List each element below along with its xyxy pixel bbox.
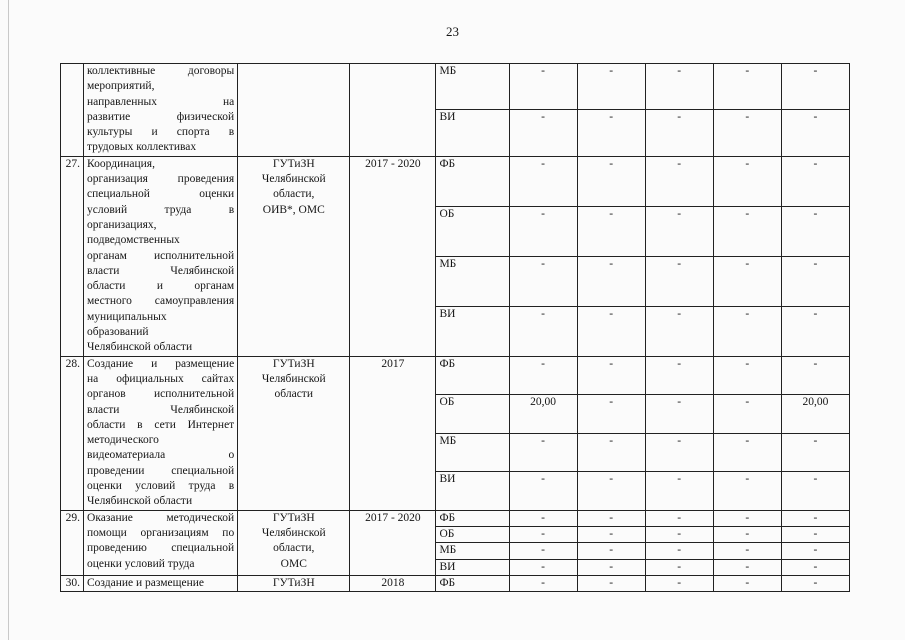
executor-line: области	[274, 388, 313, 401]
funding-value: -	[509, 356, 577, 394]
funding-source: ВИ	[436, 559, 509, 575]
description-line: направленных на	[87, 95, 235, 108]
activity-description	[84, 510, 238, 575]
page-number: 23	[446, 24, 459, 39]
funding-value: -	[509, 526, 577, 542]
funding-value: -	[645, 575, 713, 591]
funding-value: -	[645, 472, 713, 511]
description-line: культуры и спорта в	[87, 126, 235, 139]
funding-value: -	[713, 206, 781, 256]
funding-source: ОБ	[436, 395, 509, 433]
funding-value: -	[713, 510, 781, 526]
funding-source: МБ	[436, 543, 509, 559]
responsible-executor	[238, 64, 350, 157]
funding-value: -	[645, 433, 713, 471]
funding-value: -	[509, 433, 577, 471]
implementation-period: 2017	[350, 356, 436, 510]
description-line: органам исполнительной	[87, 249, 235, 262]
description-line: власти Челябинской	[87, 403, 235, 416]
row-number: 30.	[61, 575, 84, 591]
funding-value: -	[645, 206, 713, 256]
funding-value: -	[713, 575, 781, 591]
funding-value: -	[713, 559, 781, 575]
funding-value: -	[509, 510, 577, 526]
funding-value: -	[577, 64, 645, 110]
funding-value: -	[577, 156, 645, 206]
funding-value: -	[577, 543, 645, 559]
funding-source: ФБ	[436, 356, 509, 394]
executor-line: ГУТиЗН	[272, 357, 315, 370]
implementation-period	[350, 64, 436, 157]
funding-value: 20,00	[509, 395, 577, 433]
funding-value: -	[645, 256, 713, 306]
row-number	[61, 64, 84, 157]
executor-line: ОИВ*, ОМС	[262, 203, 325, 216]
description-line: мероприятий,	[87, 80, 155, 93]
description-line: организация проведения	[87, 173, 235, 186]
description-line: Челябинской области	[87, 341, 193, 354]
funding-value: -	[509, 110, 577, 156]
funding-value: -	[781, 543, 849, 559]
funding-value: -	[713, 256, 781, 306]
executor-line: ГУТиЗН	[272, 157, 315, 170]
funding-value: -	[645, 543, 713, 559]
funding-value: -	[577, 510, 645, 526]
funding-value: -	[713, 64, 781, 110]
funding-value: -	[577, 356, 645, 394]
description-line: методического	[87, 434, 159, 447]
responsible-executor	[238, 156, 350, 356]
description-line: проведению специальной	[87, 542, 235, 555]
funding-value: -	[645, 559, 713, 575]
funding-value: -	[781, 156, 849, 206]
description-line: Челябинской области	[87, 495, 193, 508]
funding-value: -	[577, 526, 645, 542]
funding-value: -	[781, 510, 849, 526]
executor-line: Челябинской	[261, 372, 326, 385]
table-row	[61, 356, 850, 394]
funding-value: -	[713, 356, 781, 394]
funding-value: -	[713, 543, 781, 559]
description-line: Создание и размещение	[87, 357, 235, 370]
description-line: видеоматериала о	[87, 449, 235, 462]
activity-description	[84, 64, 238, 157]
funding-value: -	[577, 206, 645, 256]
funding-value: -	[509, 306, 577, 356]
funding-value: -	[509, 256, 577, 306]
funding-value: -	[713, 110, 781, 156]
scan-left-edge	[8, 0, 9, 640]
funding-value: -	[781, 472, 849, 511]
description-line: Координация,	[87, 157, 155, 170]
funding-value: -	[781, 110, 849, 156]
funding-value: -	[577, 256, 645, 306]
funding-value: -	[645, 306, 713, 356]
executor-line: области,	[273, 188, 315, 201]
funding-value: -	[577, 110, 645, 156]
funding-value: -	[577, 575, 645, 591]
funding-value: -	[713, 306, 781, 356]
table-row	[61, 575, 850, 591]
implementation-period: 2017 - 2020	[350, 510, 436, 575]
funding-value: -	[645, 64, 713, 110]
description-line: условий труда в	[87, 203, 235, 216]
description-line: области в сети Интернет	[87, 418, 235, 431]
funding-value: -	[781, 559, 849, 575]
funding-value: -	[509, 575, 577, 591]
funding-value: -	[713, 433, 781, 471]
description-line: специальной оценки	[87, 188, 235, 201]
funding-source: ФБ	[436, 575, 509, 591]
description-line: помощи организациям по	[87, 526, 235, 539]
description-line: подведомственных	[87, 234, 180, 247]
executor-line: ОМС	[280, 557, 307, 570]
responsible-executor	[238, 356, 350, 510]
table-row	[61, 64, 850, 110]
row-number: 27.	[61, 156, 84, 356]
description-line: местного самоуправления	[87, 295, 235, 308]
responsible-executor	[238, 510, 350, 575]
funding-value: -	[713, 526, 781, 542]
description-line: оценки условий труда в	[87, 480, 235, 493]
description-line: власти Челябинской	[87, 264, 235, 277]
funding-value: -	[577, 472, 645, 511]
implementation-period: 2018	[350, 575, 436, 591]
table-row	[61, 510, 850, 526]
executor-line: ГУТиЗН	[272, 576, 315, 589]
activity-description	[84, 575, 238, 591]
responsible-executor	[238, 575, 350, 591]
funding-value: -	[645, 510, 713, 526]
description-line: на официальных сайтах	[87, 372, 235, 385]
description-line: Создание и размещение	[87, 576, 205, 589]
funding-value: -	[645, 395, 713, 433]
activity-description	[84, 356, 238, 510]
funding-value: -	[509, 64, 577, 110]
description-line: проведении специальной	[87, 464, 235, 477]
funding-value: -	[645, 526, 713, 542]
row-number: 29.	[61, 510, 84, 575]
funding-value: -	[781, 433, 849, 471]
funding-value: -	[509, 156, 577, 206]
funding-value: -	[577, 306, 645, 356]
funding-source: ФБ	[436, 510, 509, 526]
funding-value: -	[713, 156, 781, 206]
funding-value: -	[509, 472, 577, 511]
executor-line: Челябинской	[261, 173, 326, 186]
description-line: органов исполнительной	[87, 388, 235, 401]
executor-line: ГУТиЗН	[272, 511, 315, 524]
activity-description	[84, 156, 238, 356]
funding-value: -	[509, 206, 577, 256]
funding-source: ОБ	[436, 206, 509, 256]
funding-value: -	[781, 575, 849, 591]
funding-source: ВИ	[436, 306, 509, 356]
funding-value: -	[645, 156, 713, 206]
funding-value: -	[713, 472, 781, 511]
description-line: области и органам	[87, 280, 235, 293]
implementation-period: 2017 - 2020	[350, 156, 436, 356]
funding-source: ВИ	[436, 472, 509, 511]
funding-value: -	[645, 110, 713, 156]
description-line: оценки условий труда	[87, 557, 195, 570]
funding-value: -	[577, 559, 645, 575]
funding-value: -	[509, 559, 577, 575]
funding-source: МБ	[436, 64, 509, 110]
funding-source: МБ	[436, 256, 509, 306]
funding-source: ФБ	[436, 156, 509, 206]
description-line: развитие физической	[87, 110, 235, 123]
funding-value: -	[781, 256, 849, 306]
funding-value: -	[781, 206, 849, 256]
row-number: 28.	[61, 356, 84, 510]
funding-value: -	[577, 395, 645, 433]
funding-value: -	[577, 433, 645, 471]
funding-value: 20,00	[781, 395, 849, 433]
funding-value: -	[781, 306, 849, 356]
funding-value: -	[645, 356, 713, 394]
funding-value: -	[781, 526, 849, 542]
executor-line: Челябинской	[261, 526, 326, 539]
funding-source: МБ	[436, 433, 509, 471]
table-row	[61, 156, 850, 206]
executor-line: области,	[273, 542, 315, 555]
activity-plan-table	[60, 63, 850, 592]
funding-value: -	[781, 356, 849, 394]
description-line: коллективные договоры	[87, 65, 235, 77]
funding-source: ВИ	[436, 110, 509, 156]
funding-value: -	[781, 64, 849, 110]
description-line: Оказание методической	[87, 511, 235, 524]
funding-value: -	[713, 395, 781, 433]
funding-source: ОБ	[436, 526, 509, 542]
description-line: образований	[87, 326, 149, 339]
funding-value: -	[509, 543, 577, 559]
description-line: организациях,	[87, 218, 157, 231]
description-line: трудовых коллективах	[87, 141, 197, 154]
description-line: муниципальных	[87, 310, 167, 323]
